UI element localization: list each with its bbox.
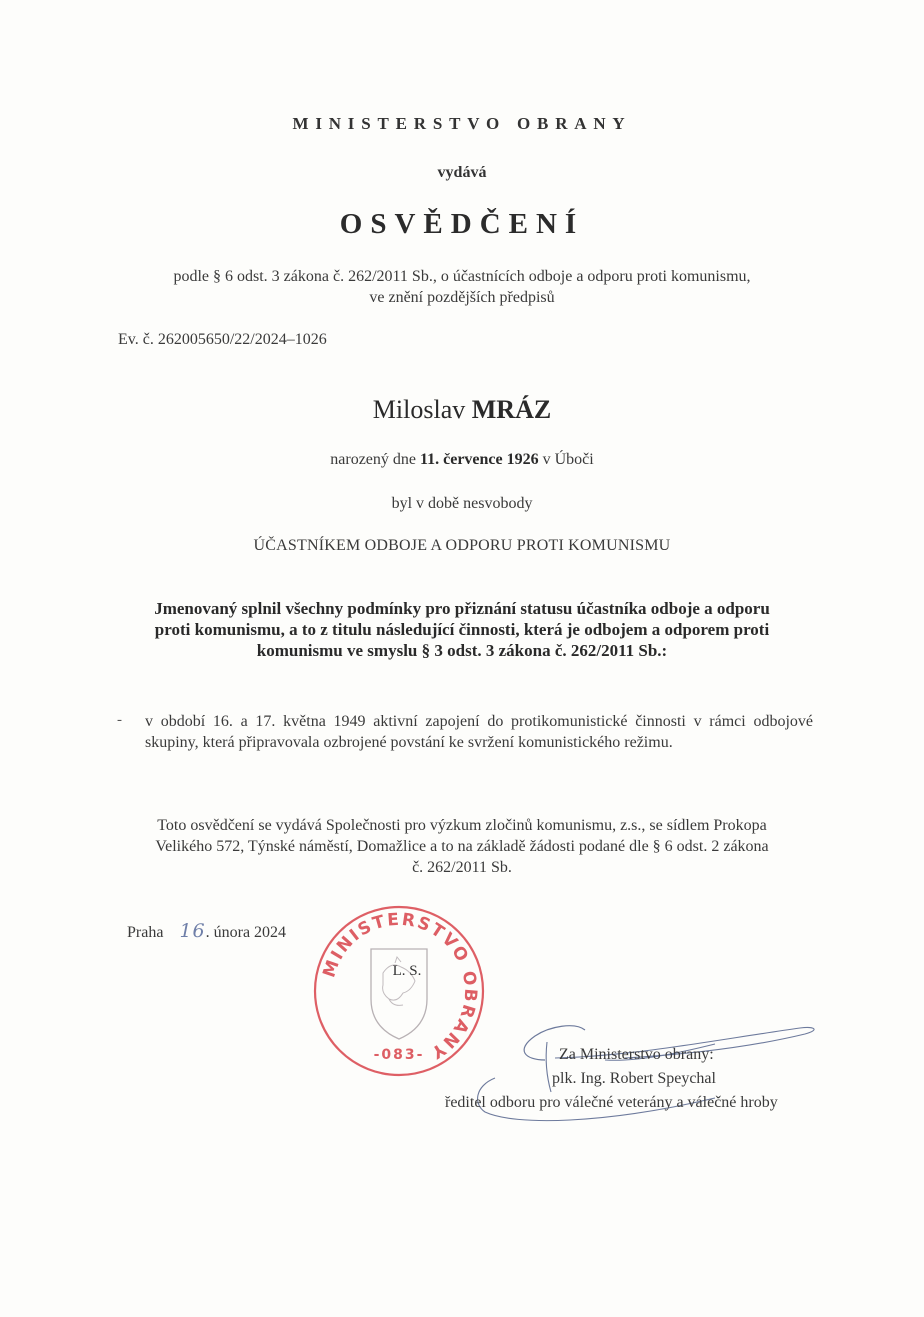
during-line: byl v době nesvobody — [391, 495, 533, 512]
birth-line — [0, 451, 924, 469]
activity-text: v období 16. a 17. května 1949 aktivní zapojení do protikomunistické činnosti v rámci odbojové skupiny, která připravovala ozbrojené povstání ke svržení komunistického režimu. — [145, 713, 813, 751]
city: Praha — [127, 924, 164, 941]
condition-paragraph — [0, 598, 924, 661]
reference-number: Ev. č. 262005650/22/2024–1026 — [118, 331, 327, 348]
birth-date: 11. července 1926 — [420, 451, 539, 468]
birth-place: v Úboči — [542, 451, 594, 468]
condition-line-1: Jmenovaný splnil všechny podmínky pro přiznání statusu účastníka odboje a odporu — [154, 599, 770, 618]
place-date — [127, 920, 286, 942]
person-name — [0, 395, 924, 425]
issues-label: vydává — [437, 164, 487, 181]
official-stamp — [311, 903, 487, 1079]
issued-line-3: č. 262/2011 Sb. — [412, 859, 512, 876]
issued-to-paragraph — [110, 815, 814, 878]
legal-basis-line-2: ve znění pozdějších předpisů — [369, 289, 555, 306]
signatory-on-behalf: Za Ministerstvo obrany: — [559, 1046, 714, 1063]
status-line: ÚČASTNÍKEM ODBOJE A ODPORU PROTI KOMUNISMU — [253, 537, 671, 554]
month-year: . února 2024 — [205, 924, 287, 941]
issued-line-2: Velikého 572, Týnské náměstí, Domažlice a to na základě žádosti podané dle § 6 odst. 2 zákona — [155, 838, 769, 855]
stamp-ring-textpath: MINISTERSTVO OBRANY — [319, 909, 481, 1064]
activity-bullet: - — [117, 712, 122, 728]
first-name: Miloslav — [372, 395, 466, 424]
surname: MRÁZ — [471, 395, 552, 424]
document-title: OSVĚDČENÍ — [339, 208, 585, 240]
signatory-name: plk. Ing. Robert Speychal — [552, 1070, 716, 1087]
stamp-center-text: L. S. — [392, 963, 422, 979]
stamp-number: -083- — [373, 1047, 425, 1063]
signatory-position: ředitel odboru pro válečné veterány a válečné hroby — [445, 1094, 778, 1111]
legal-basis-line-1: podle § 6 odst. 3 zákona č. 262/2011 Sb., o účastnících odboje a odporu proti komunismu, — [173, 268, 751, 285]
issued-line-1: Toto osvědčení se vydává Společnosti pro výzkum zločinů komunismu, z.s., se sídlem Prokopa — [157, 817, 767, 834]
condition-line-3: komunismu ve smyslu § 3 odst. 3 zákona č. 262/2011 Sb.: — [256, 641, 668, 660]
stamp-ring-text — [319, 910, 480, 1063]
born-prefix: narozený dne — [330, 451, 416, 468]
ministry-heading: MINISTERSTVO OBRANY — [292, 114, 632, 133]
condition-line-2: proti komunismu, a to z titulu následující činnosti, která je odbojem a odporem proti — [154, 620, 770, 639]
handwritten-day: 16 — [179, 920, 206, 942]
